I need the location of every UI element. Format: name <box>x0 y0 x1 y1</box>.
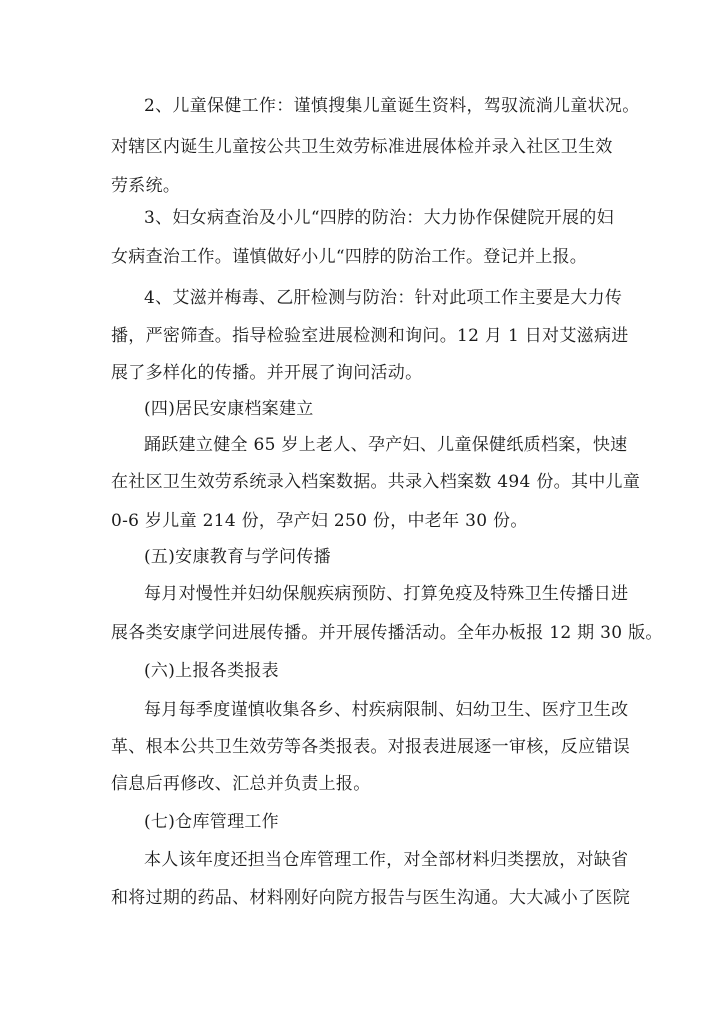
paragraph-line: 女病查治工作。谨慎做好小儿“四脖的防治工作。登记并上报。 <box>111 247 588 267</box>
section-heading: (七)仓库管理工作 <box>144 812 279 832</box>
paragraph-line: 2、儿童保健工作：谨慎搜集儿童诞生资料，驾驭流淌儿童状况。 <box>144 96 640 116</box>
paragraph-line: 3、妇女病查治及小儿“四脖的防治：大力协作保健院开展的妇 <box>144 208 614 228</box>
paragraph-line: 4、艾滋并梅毒、乙肝检测与防治：针对此项工作主要是大力传 <box>144 288 623 308</box>
section-heading: (四)居民安康档案建立 <box>144 399 314 419</box>
paragraph-line: 革、根本公共卫生效劳等各类报表。对报表进展逐一审核，反应错误 <box>111 737 630 757</box>
paragraph-line: 对辖区内诞生儿童按公共卫生效劳标准进展体检并录入社区卫生效 <box>111 137 613 157</box>
paragraph-line: 劳系统。 <box>111 176 181 196</box>
paragraph-line: 踊跃建立健全 65 岁上老人、孕产妇、儿童保健纸质档案，快速 <box>144 435 628 455</box>
paragraph-line: 信息后再修改、汇总并负责上报。 <box>111 774 371 794</box>
section-heading: (六)上报各类报表 <box>144 661 279 681</box>
section-heading: (五)安康教育与学问传播 <box>144 547 331 567</box>
paragraph-line: 在社区卫生效劳系统录入档案数据。共录入档案数 494 份。其中儿童 <box>111 472 641 492</box>
paragraph-line: 本人该年度还担当仓库管理工作，对全部材料归类摆放，对缺省 <box>144 850 629 870</box>
paragraph-line: 和将过期的药品、材料刚好向院方报告与医生沟通。大大减小了医院 <box>111 888 630 908</box>
paragraph-line: 0-6 岁儿童 214 份，孕产妇 250 份，中老年 30 份。 <box>111 511 528 531</box>
paragraph-line: 播，严密筛查。指导检验室进展检测和询问。12 月 1 日对艾滋病进 <box>111 326 629 346</box>
paragraph-line: 每月每季度谨慎收集各乡、村疾病限制、妇幼卫生、医疗卫生改 <box>144 700 629 720</box>
paragraph-line: 展了多样化的传播。并开展了询问活动。 <box>111 363 423 383</box>
paragraph-line: 展各类安康学问进展传播。并开展传播活动。全年办板报 12 期 30 版。 <box>111 623 663 643</box>
paragraph-line: 每月对慢性并妇幼保舰疾病预防、打算免疫及特殊卫生传播日进 <box>144 584 629 604</box>
